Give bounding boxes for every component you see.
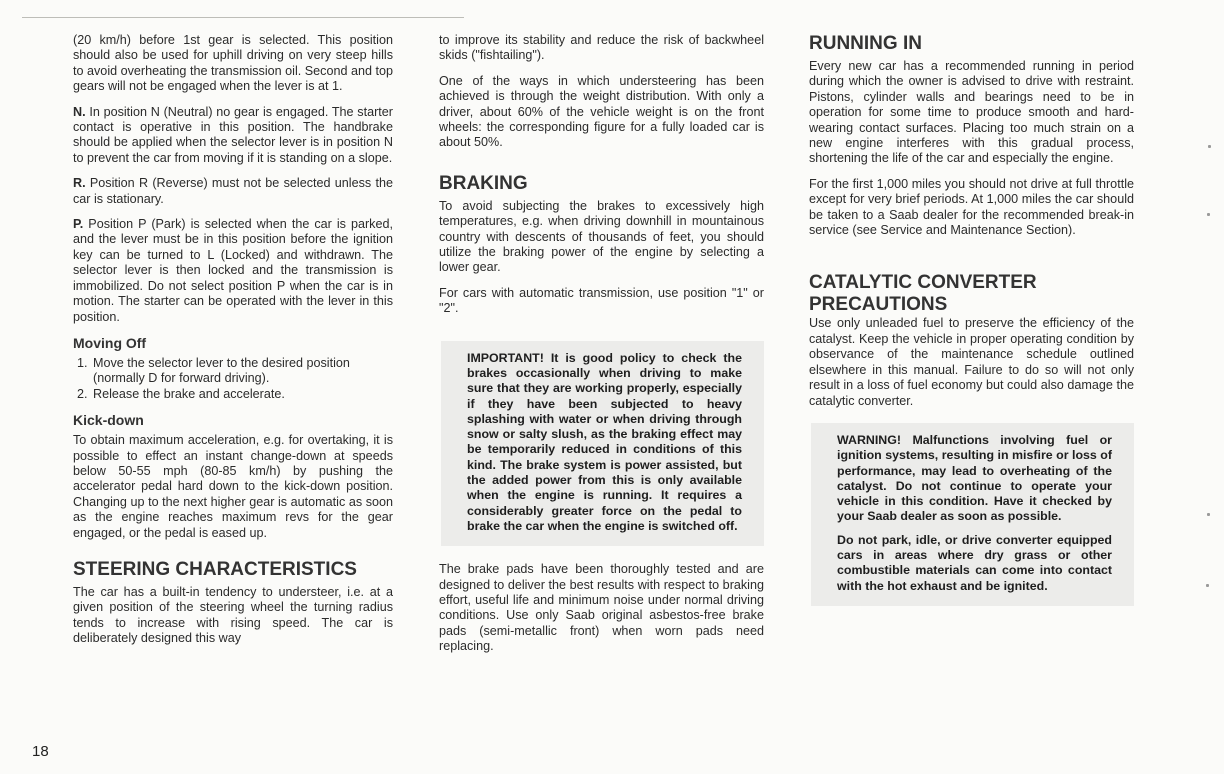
scan-speck [1207,513,1210,516]
important-notice-box [441,341,764,547]
column-3 [809,33,1134,622]
paragraph-first-miles: For the first 1,000 miles you should not drive at full throttle except for very brief periods. At 1,000 miles the car should be taken to a Saab dealer for the recommended break-in service (see Service and Maintenance Section). [809,176,1134,238]
text-p: Position P (Park) is selected when the car is parked, and the lever must be in this position before the ignition key can be turned to L (Locked) and withdrawn. The selector lever is then locked and the transmission is immobilized. Do not select position P when the car is in motion. The starter can be operated with the lever in this position. [73,217,393,324]
warning-notice-text: WARNING! Malfunctions involving fuel or ignition systems, resulting in misfire or loss of performance, may lead to overheating of the catalyst. Do not continue to operate your vehicle in this condition. Have it checked by your Saab dealer as soon as possible. [837,432,1112,524]
heading-line-1: CATALYTIC CONVERTER [809,272,1037,294]
label-r: R. [73,176,86,191]
paragraph-braking: To avoid subjecting the brakes to excessively high temperatures, e.g. when driving downhill in mountainous country with descents of thousands of feet, you should utilize the braking power of the engine by selecting a lower gear. [439,198,764,275]
heading-moving-off: Moving Off [73,334,147,351]
scan-speck [1208,145,1211,148]
page-number: 18 [32,743,49,760]
important-notice-text: IMPORTANT! It is good policy to check the brakes occasionally when driving to make sure that they are working properly, especially if they have been subjected to heavy splashing with water or when driving through snow or salty slush, as the braking effect may be temporarily reduced in conditions of this kind. The brake system is power assisted, but the added power from this is only available when the engine is running. It requires a considerably greater force on the pedal to brake the car when the engine is switched off. [467,350,742,533]
paragraph-catalytic: Use only unleaded fuel to preserve the efficiency of the catalyst. Keep the vehicle in proper operating condition by observance of the maintenance schedule outlined elsewhere in this manual. Failure to do so will not only result in a loss of fuel economy but could also damage the catalytic converter. [809,316,1134,408]
list-item: 1. Move the selector lever to the desired position (normally D for forward driving). [91,356,393,387]
scan-speck [1206,584,1209,587]
column-2 [439,33,764,665]
paragraph-gear-1: (20 km/h) before 1st gear is selected. This position should also be used for uphill driving on very steep hills to avoid overheating the transmission oil. Second and top gears will not be engaged when the lever is at 1. [73,33,393,94]
top-rule [22,17,464,18]
scan-speck [1207,213,1210,216]
text-n: In position N (Neutral) no gear is engaged. The starter contact is operative in this position. The handbrake should be applied when the selector lever is in position N to prevent the car from moving if it is standing on a slope. [73,104,393,165]
label-n: N. [73,104,86,119]
paragraph-running-in: Every new car has a recommended running in period during which the owner is advised to drive with restraint. Pistons, cylinder walls and bearings need to be in operation for some time to produce smooth and hard-wearing contact surfaces. Placing too much strain on a new engine interferes with this gradual process, shortening the life of the car and especially the engine. [809,59,1134,166]
heading-catalytic-converter [809,272,1134,316]
paragraph-stability: to improve its stability and reduce the risk of backwheel skids ("fishtailing"). [439,33,764,63]
list-item: 2. Release the brake and accelerate. [91,387,393,402]
paragraph-understeer: One of the ways in which understeering has been achieved is through the weight distribution. With only a driver, about 60% of the vehicle weight is on the front wheels: the corresponding figure for a fully loaded car is about 50%. [439,73,764,150]
paragraph-park [73,217,393,325]
paragraph-kick-down: To obtain maximum acceleration, e.g. for overtaking, it is possible to effect an instant change-down at speeds below 50-55 mph (80-85 km/h) by pushing the accelerator pedal hard down to the kick-down position. Changing up to the next higher gear is automatic as soon as the engine reaches maximum revs for the gear engaged, or the pedal is eased up. [73,433,393,540]
heading-kick-down: Kick-down [73,412,144,429]
paragraph-brake-pads: The brake pads have been thoroughly tested and are designed to deliver the best results with respect to braking effort, useful life and minimum noise under normal driving conditions. Use only Saab original asbestos-free brake pads (semi-metallic front) when worn pads need replacing. [439,562,764,654]
warning-notice-text-2: Do not park, idle, or drive converter equipped cars in areas where dry grass or other combustible materials can come into contact with the hot exhaust and be ignited. [837,532,1112,593]
text-r: Position R (Reverse) must not be selected unless the car is stationary. [73,176,393,206]
column-1 [73,33,393,657]
heading-steering: STEERING CHARACTERISTICS [73,558,357,580]
heading-line-2: PRECAUTIONS [809,294,948,316]
label-p: P. [73,217,84,232]
heading-running-in: RUNNING IN [809,33,922,54]
paragraph-reverse [73,176,393,207]
heading-braking: BRAKING [439,172,528,194]
paragraph-braking-auto: For cars with automatic transmission, use position "1" or "2". [439,285,764,316]
paragraph-neutral [73,105,393,167]
paragraph-steering: The car has a built-in tendency to understeer, i.e. at a given position of the steering wheel the turning radius tends to increase with rising speed. The car is deliberately designed this way [73,584,393,646]
warning-notice-box [811,423,1134,606]
moving-off-list [73,356,393,402]
